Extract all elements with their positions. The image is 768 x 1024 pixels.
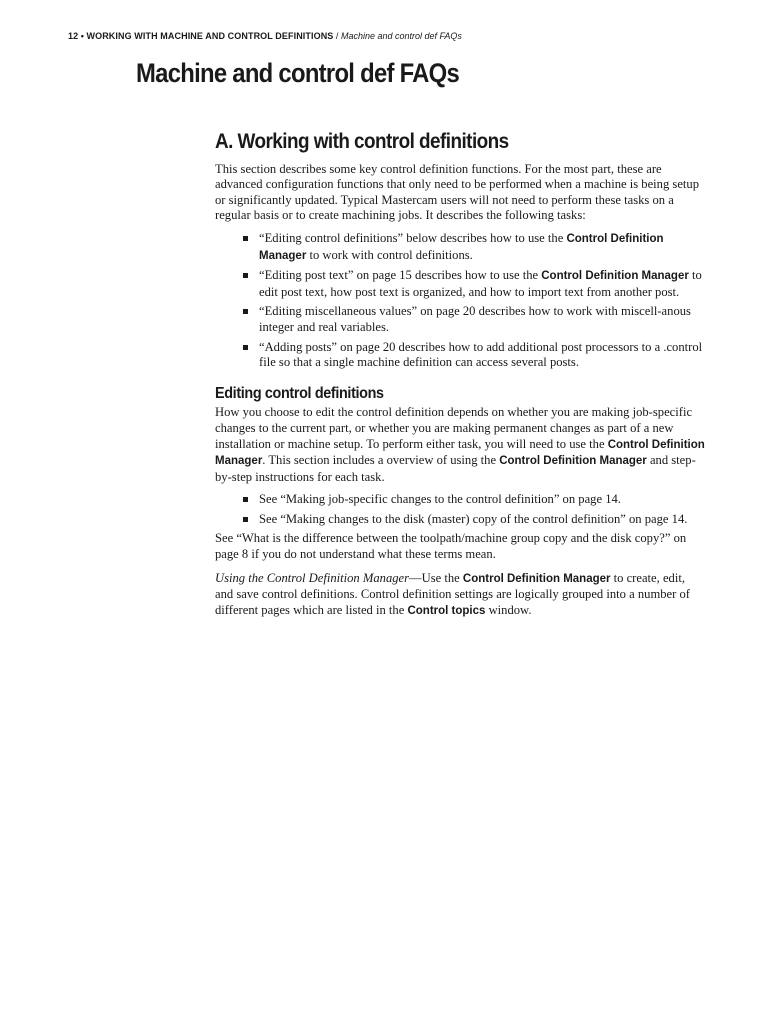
paragraph-text: . This section includes a overview of using the: [262, 453, 500, 468]
paragraph-bold: Control Definition Manager: [499, 455, 647, 468]
paragraph-bold: Control topics: [407, 604, 486, 617]
paragraph-text: and step-by-step instructions for each task.: [215, 453, 696, 484]
list-item: See “Making changes to the disk (master) copy of the control definition” on page 14.: [259, 512, 705, 528]
list-item: See “Making job-specific changes to the control definition” on page 14.: [259, 492, 705, 508]
main-content: [215, 130, 705, 619]
run-in-heading: Using the Control Definition Manager: [215, 570, 410, 585]
paragraph-text: How you choose to edit the control definition depends on whether you are making job-specific changes to the current part, or whether you are making permanent changes as part of a new installation or machine setup. To perform either task, you will need to use the: [215, 405, 693, 451]
running-header: [68, 31, 462, 41]
subsection-heading: Editing control definitions: [215, 384, 384, 402]
see-also-list: [215, 492, 705, 527]
header-separator: •: [80, 31, 84, 41]
intro-paragraph: This section describes some key control definition functions. For the most part, these are advanced configuration functions that only need to be performed when a machine is being setup or significantly updated. Typical Mastercam users will not need to perform these tasks on a regular basis or to create machining jobs. It describes the following tasks:: [215, 161, 700, 223]
chapter-title: WORKING WITH MACHINE AND CONTROL DEFINITIONS: [86, 31, 334, 41]
list-item-text: to work with control definitions.: [306, 247, 473, 262]
list-item: [259, 340, 705, 371]
header-slash: /: [335, 31, 339, 41]
list-item-bold: Control Definition Manager: [541, 270, 689, 283]
manager-paragraph: [215, 571, 705, 620]
section-heading: A. Working with control definitions: [215, 130, 509, 153]
list-item-text: “Adding posts” on page 20 describes how to add additional post processors to a .control file so that a single machine definition can access several posts.: [259, 339, 703, 370]
paragraph-bold: Control Definition Manager: [215, 438, 705, 468]
section-title: Machine and control def FAQs: [340, 31, 462, 41]
list-item-text: “Editing control definitions” below describes how to use the: [259, 230, 567, 245]
paragraph-text: window.: [485, 602, 532, 617]
see-also-paragraph: See “What is the difference between the toolpath/machine group copy and the disk copy?” on page 8 if you do not understand what these terms mean.: [215, 531, 687, 562]
page-number: 12: [68, 31, 79, 41]
paragraph-text: —Use the: [409, 570, 463, 585]
editing-paragraph: [215, 405, 705, 485]
list-item-text: to edit post text, how post text is organized, and how to import text from another post.: [259, 268, 702, 299]
list-item: [259, 304, 705, 335]
list-item: [259, 231, 705, 264]
list-item: [259, 268, 705, 300]
paragraph-bold: Control Definition Manager: [462, 572, 611, 585]
task-list: [215, 231, 705, 371]
list-item-bold: Control Definition Manager: [259, 232, 664, 262]
page-title: Machine and control def FAQs: [136, 58, 460, 88]
list-item-text: “Editing post text” on page 15 describes how to use the: [259, 268, 542, 283]
paragraph-text: to create, edit, and save control definitions. Control definition settings are logically grouped into a number of different pages which are listed in the: [215, 570, 690, 617]
list-item-text: “Editing miscellaneous values” on page 20 describes how to work with miscell-anous integer and real variables.: [259, 304, 691, 334]
